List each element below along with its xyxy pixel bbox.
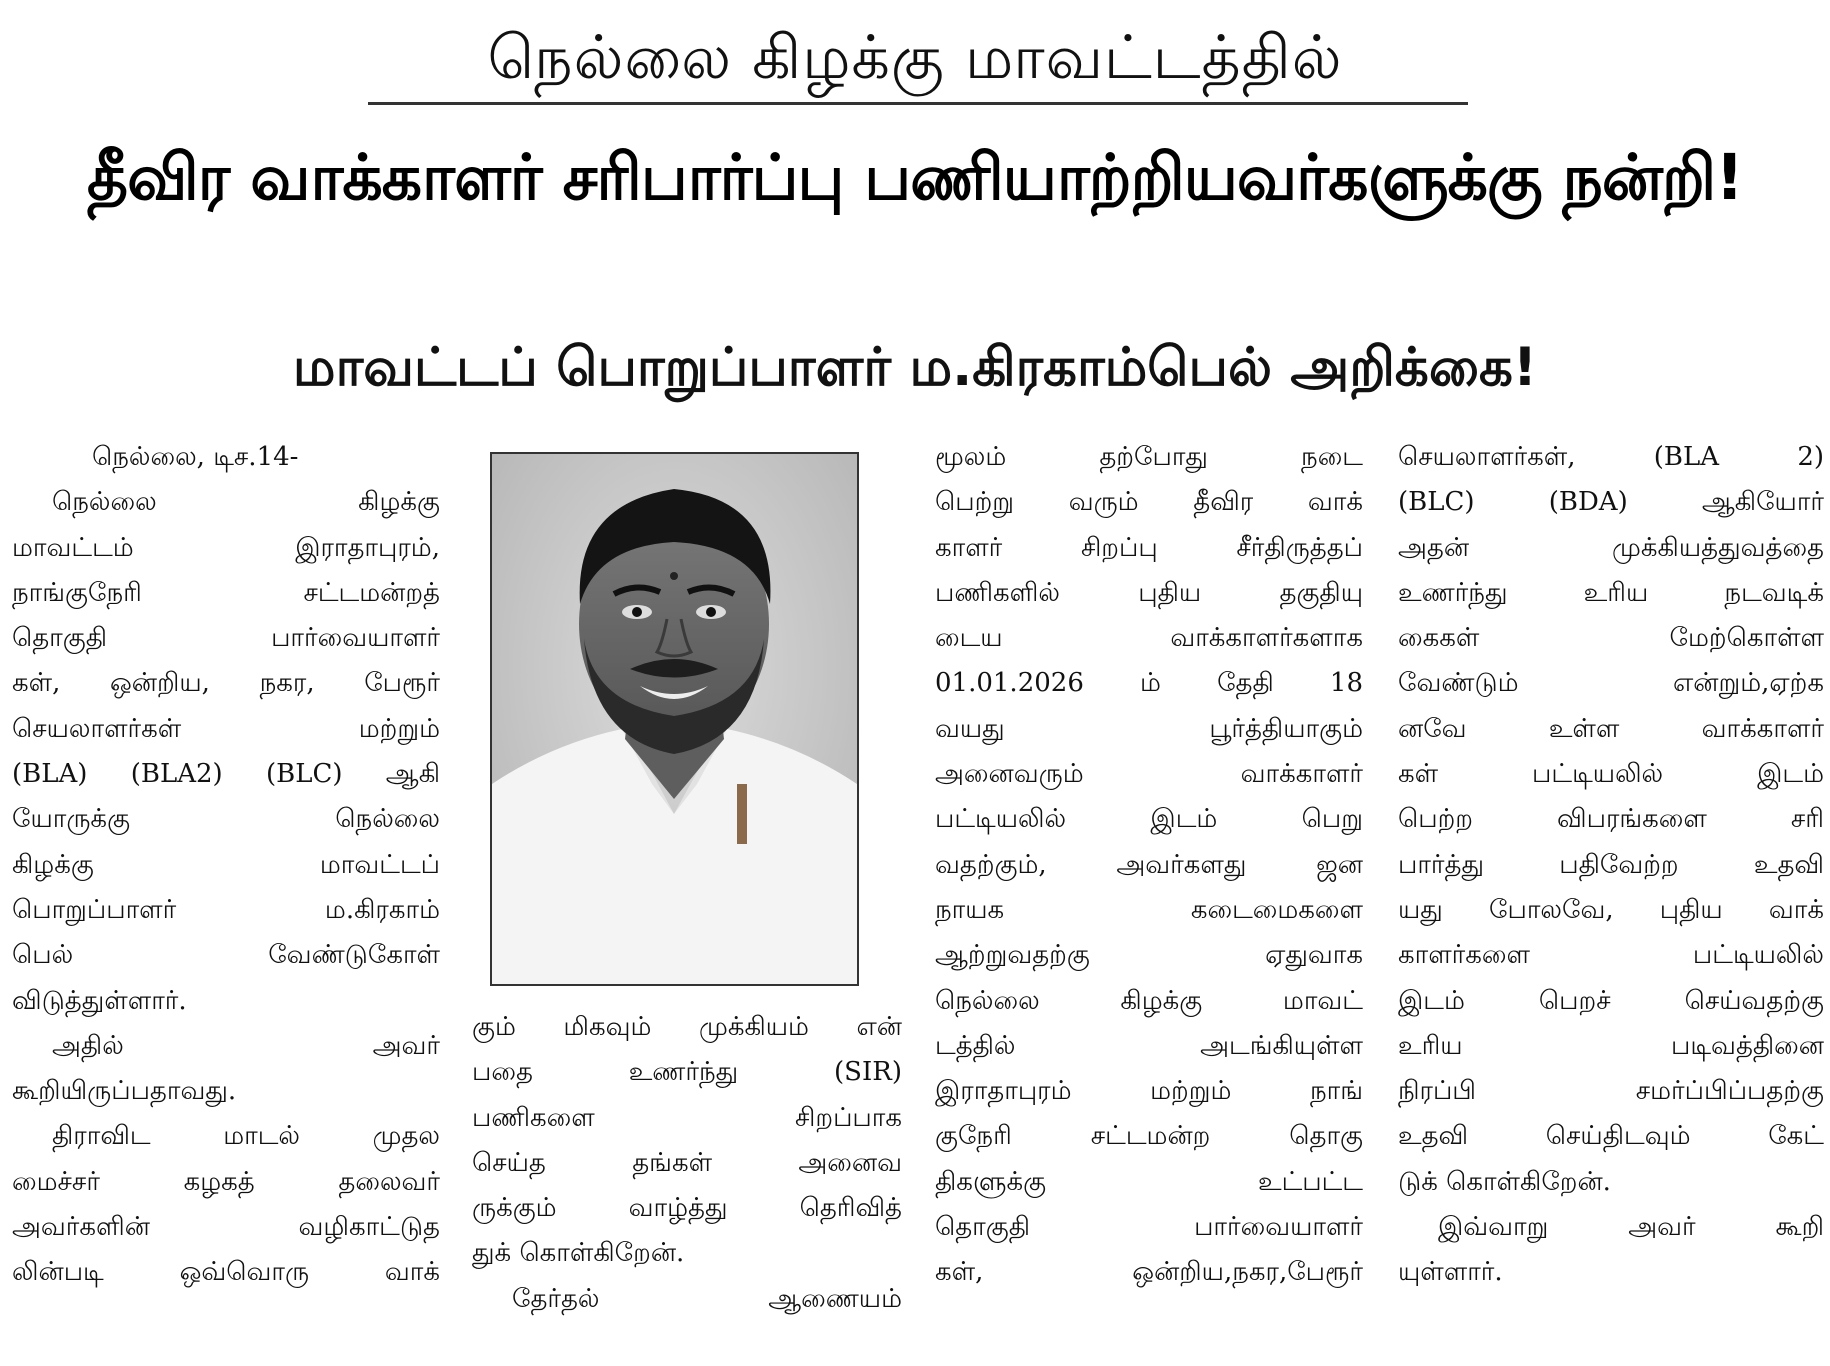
column-line: இடம் பெறச் செய்வதற்கு <box>1398 985 1824 1016</box>
column-line: தொகுதி பார்வையாளர் <box>935 1212 1363 1243</box>
column-line: கும் மிகவும் முக்கியம் என் <box>472 1012 902 1042</box>
column-line: காளர்களை பட்டியலில் <box>1398 940 1824 971</box>
column-line: பொறுப்பாளர் ம.கிரகாம் <box>12 894 440 925</box>
column-line: கள், ஒன்றிய, நகர, பேரூர் <box>12 668 440 699</box>
column-line: அதன் முக்கியத்துவத்தை <box>1398 532 1824 563</box>
column-line: மைச்சர் கழகத் தலைவர் <box>12 1166 440 1197</box>
column-line: நாங்குநேரி சட்டமன்றத் <box>12 577 440 608</box>
column-line: 01.01.2026 ம் தேதி 18 <box>935 668 1363 699</box>
column-line: வயது பூர்த்தியாகும் <box>935 713 1363 744</box>
article-column-1 <box>12 435 440 1296</box>
column-line: ருக்கும் வாழ்த்து தெரிவித் <box>472 1193 902 1224</box>
column-line: னவே உள்ள வாக்காளர் <box>1398 713 1824 744</box>
column-line: அவர்களின் வழிகாட்டுத <box>12 1212 440 1243</box>
column-line: உணர்ந்து உரிய நடவடிக் <box>1398 577 1824 608</box>
column-line: செயலாளர்கள், (BLA 2) <box>1398 442 1824 472</box>
sub-headline: மாவட்டப் பொறுப்பாளர் ம.கிரகாம்பெல் அறிக்கை! <box>292 337 1538 398</box>
column-line: திராவிட மாடல் முதல <box>52 1121 440 1152</box>
column-line: டத்தில் அடங்கியுள்ள <box>935 1030 1363 1061</box>
column-line: பெற்ற விபரங்களை சரி <box>1398 804 1824 835</box>
column-line: டுக் கொள்கிறேன். <box>1398 1166 1611 1197</box>
column-line: டைய வாக்காளர்களாக <box>935 623 1363 654</box>
column-line: பட்டியலில் இடம் பெறு <box>935 804 1363 835</box>
column-line: (BLC) (BDA) ஆகியோர் <box>1398 487 1824 518</box>
column-line: காளர் சிறப்பு சீர்திருத்தப் <box>935 532 1363 563</box>
column-line: யுள்ளார். <box>1398 1257 1503 1288</box>
portrait-photo <box>490 452 859 986</box>
column-line: இராதாபுரம் மற்றும் நாங் <box>935 1076 1363 1107</box>
column-line: கிழக்கு மாவட்டப் <box>12 849 440 880</box>
column-line: கூறியிருப்பதாவது. <box>12 1076 237 1107</box>
portrait-illustration <box>492 454 857 984</box>
column-line: உதவி செய்திடவும் கேட் <box>1398 1121 1824 1152</box>
column-line: பணிகளை சிறப்பாக <box>472 1102 902 1133</box>
column-line: தேர்தல் ஆணையம் <box>512 1283 902 1314</box>
column-line: கள், ஒன்றிய,நகர,பேரூர் <box>935 1257 1363 1288</box>
column-line: ஆற்றுவதற்கு ஏதுவாக <box>935 940 1363 971</box>
column-line: வதற்கும், அவர்களது ஜன <box>935 849 1363 880</box>
column-line: செயலாளர்கள் மற்றும் <box>12 713 440 744</box>
column-line: பெற்று வரும் தீவிர வாக் <box>935 487 1363 518</box>
column-line: திகளுக்கு உட்பட்ட <box>935 1166 1363 1197</box>
column-line: உரிய படிவத்தினை <box>1398 1030 1824 1061</box>
kicker-heading: நெல்லை கிழக்கு மாவட்டத்தில் <box>487 23 1343 93</box>
column-line: பணிகளில் புதிய தகுதியு <box>935 577 1363 608</box>
column-line: நிரப்பி சமர்ப்பிப்பதற்கு <box>1398 1076 1824 1107</box>
column-line: தொகுதி பார்வையாளர் <box>12 623 440 654</box>
column-line: அதில் அவர் <box>52 1030 440 1061</box>
column-line: செய்த தங்கள் அனைவ <box>472 1147 902 1178</box>
column-line: பதை உணர்ந்து (SIR) <box>472 1057 902 1088</box>
column-line: மூலம் தற்போது நடை <box>935 442 1363 472</box>
column-line: துக் கொள்கிறேன். <box>472 1238 685 1269</box>
main-headline: தீவிர வாக்காளர் சரிபார்ப்பு பணியாற்றியவர்களுக்கு நன்றி! <box>87 141 1743 214</box>
column-line: நெல்லை கிழக்கு மாவட் <box>935 985 1363 1016</box>
column-line: கள் பட்டியலில் இடம் <box>1398 759 1824 790</box>
column-line: லின்படி ஒவ்வொரு வாக் <box>12 1257 440 1288</box>
column-line: நெல்லை கிழக்கு <box>52 487 440 518</box>
column-line: வேண்டும் என்றும்,ஏற்க <box>1398 668 1824 699</box>
column-line: பார்த்து பதிவேற்ற உதவி <box>1398 849 1824 880</box>
column-line: மாவட்டம் இராதாபுரம், <box>12 532 440 563</box>
column-line: குநேரி சட்டமன்ற தொகு <box>935 1121 1363 1152</box>
column-line: யது போலவே, புதிய வாக் <box>1398 894 1824 925</box>
column-line: நெல்லை, டிச.14- <box>92 442 299 472</box>
column-line: யோருக்கு நெல்லை <box>12 804 440 835</box>
column-line: கைகள் மேற்கொள்ள <box>1398 623 1824 654</box>
article-column-4 <box>1398 435 1824 1296</box>
kicker-underline <box>368 102 1468 105</box>
column-line: (BLA) (BLA2) (BLC) ஆகி <box>12 759 440 790</box>
column-line: இவ்வாறு அவர் கூறி <box>1438 1212 1824 1243</box>
article-column-3 <box>935 435 1363 1296</box>
column-line: நாயக கடைமைகளை <box>935 894 1363 925</box>
column-line: அனைவரும் வாக்காளர் <box>935 759 1363 790</box>
column-line: பெல் வேண்டுகோள் <box>12 940 440 971</box>
column-line: விடுத்துள்ளார். <box>12 985 187 1016</box>
article-column-2 <box>472 1005 902 1322</box>
